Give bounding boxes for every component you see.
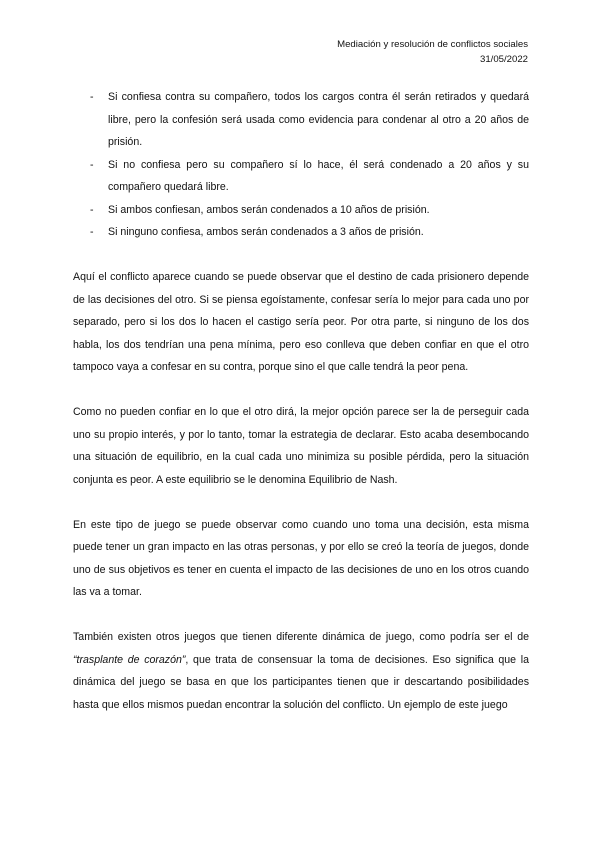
list-item-text: Si confiesa contra su compañero, todos los cargos contra él serán retirados y quedará libre, pero la confesión será usada como evidencia para condenar al otro a 20 años de prisión. (108, 91, 529, 148)
document-body (73, 86, 529, 739)
dash-bullet: - (90, 203, 94, 216)
list-item (73, 154, 529, 199)
list-item (73, 199, 529, 222)
list-item-text: Si no confiesa pero su compañero sí lo hace, él será condenado a 20 años y su compañero quedará libre. (108, 158, 529, 193)
list-item-text: Si ambos confiesan, ambos serán condenados a 10 años de prisión. (108, 203, 430, 216)
dash-bullet: - (90, 226, 94, 238)
list-item (73, 86, 529, 154)
dash-bullet: - (90, 158, 94, 171)
paragraph-heart-transplant (73, 626, 529, 716)
dash-bullet: - (90, 91, 94, 103)
list-item-text: Si ninguno confiesa, ambos serán condenados a 3 años de prisión. (108, 226, 424, 238)
page-header (337, 37, 528, 67)
paragraph-conflict: Aquí el conflicto aparece cuando se puede observar que el destino de cada prisionero depende de las decisiones del otro. Si se piensa egoístamente, confesar sería lo mejor para cada uno por separado, pero si los dos lo hacen el castigo sería peor. Por otra parte, si ninguno de los dos habla, los dos tendrían una pena mínima, pero eso conlleva que deben confiar en que el otro tampoco vaya a confesar en su contra, porque sino el que calle tendrá la peor pena. (73, 271, 529, 373)
bullet-list (73, 86, 529, 244)
paragraph-text: También existen otros juegos que tienen diferente dinámica de juego, como podría ser el de (73, 631, 529, 643)
list-item (73, 221, 529, 244)
header-title: Mediación y resolución de conflictos sociales (337, 39, 528, 50)
game-name-italic: “trasplante de corazón” (73, 653, 186, 666)
paragraph-text: , que trata de consensuar la toma de decisiones. Eso significa que la dinámica del juego se basa en que los participantes tienen que ir descartando posibilidades hasta que ellos mismos puedan encontrar la solución del conflicto. Un ejemplo de este juego (73, 653, 529, 711)
paragraph-game-theory: En este tipo de juego se puede observar como cuando uno toma una decisión, esta misma puede tener un gran impacto en las otras personas, y por ello se creó la teoría de juegos, donde uno de sus objetivos es tener en cuenta el impacto de las decisiones de uno en los otros cuando las va a tomar. (73, 518, 529, 598)
paragraph-nash-equilibrium: Como no pueden confiar en lo que el otro dirá, la mejor opción parece ser la de perseguir cada uno su propio interés, y por lo tanto, tomar la estrategia de declarar. Esto acaba desembocando una situación de equilibrio, en la cual cada uno minimiza su posible pérdida, pero la situación conjunta es peor. A este equilibrio se le denomina Equilibrio de Nash. (73, 406, 529, 486)
header-date: 31/05/2022 (479, 54, 528, 65)
